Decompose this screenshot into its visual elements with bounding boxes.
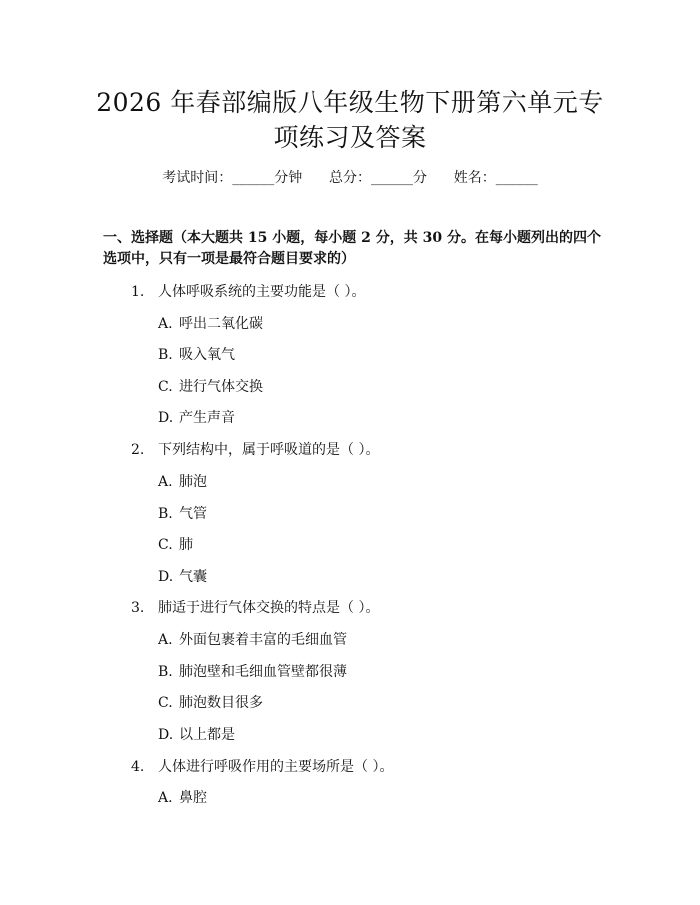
- question-2: [131, 440, 379, 460]
- option-letter: B.: [158, 664, 173, 680]
- question-3-option-a: [158, 630, 347, 650]
- question-3-option-b: [158, 662, 347, 682]
- question-number: 2.: [131, 442, 145, 458]
- option-letter: C.: [158, 379, 173, 395]
- option-text: 气囊: [179, 569, 207, 585]
- question-number: 4.: [131, 759, 145, 775]
- question-1-option-a: [158, 314, 263, 334]
- option-letter: D.: [158, 569, 174, 585]
- section-heading: 一、选择题（本大题共 15 小题，每小题 2 分，共 30 分。在每小题列出的四个选项中，只有一项是最符合题目要求的）: [103, 230, 601, 267]
- question-number: 3.: [131, 600, 145, 616]
- question-2-option-d: [158, 567, 207, 587]
- document-title-line-2: 项练习及答案: [273, 123, 427, 152]
- option-letter: A.: [158, 632, 173, 648]
- option-text: 以上都是: [179, 727, 235, 743]
- question-1-option-d: [158, 408, 235, 428]
- question-1: [131, 282, 365, 302]
- option-text: 肺泡数目很多: [179, 695, 263, 711]
- question-3: [131, 598, 379, 618]
- option-text: 气管: [179, 506, 207, 522]
- question-4-option-a: [158, 788, 207, 808]
- question-1-option-b: [158, 345, 235, 365]
- option-letter: A.: [158, 474, 173, 490]
- question-text: 肺适于进行气体交换的特点是（ ）。: [158, 600, 380, 616]
- option-text: 外面包裹着丰富的毛细血管: [179, 632, 347, 648]
- option-text: 鼻腔: [179, 790, 207, 806]
- option-text: 肺泡: [179, 474, 207, 490]
- option-letter: A.: [158, 790, 173, 806]
- question-3-option-d: [158, 725, 235, 745]
- option-text: 进行气体交换: [179, 379, 263, 395]
- question-number: 1.: [131, 284, 145, 300]
- option-text: 呼出二氧化碳: [179, 316, 263, 332]
- option-letter: B.: [158, 506, 173, 522]
- question-2-option-a: [158, 472, 207, 492]
- option-letter: C.: [158, 695, 173, 711]
- option-letter: A.: [158, 316, 173, 332]
- option-letter: C.: [158, 537, 173, 553]
- option-letter: D.: [158, 410, 174, 426]
- question-3-option-c: [158, 693, 263, 713]
- document-title-line-1: 2026 年春部编版八年级生物下册第六单元专: [96, 88, 604, 117]
- question-text: 人体进行呼吸作用的主要场所是（ ）。: [158, 759, 394, 775]
- option-text: 吸入氧气: [179, 347, 235, 363]
- option-letter: B.: [158, 347, 173, 363]
- option-letter: D.: [158, 727, 174, 743]
- question-2-option-c: [158, 535, 193, 555]
- option-text: 肺泡壁和毛细血管壁都很薄: [179, 664, 347, 680]
- question-text: 人体呼吸系统的主要功能是（ ）。: [158, 284, 366, 300]
- option-text: 肺: [179, 537, 193, 553]
- question-4: [131, 757, 393, 777]
- question-1-option-c: [158, 377, 263, 397]
- option-text: 产生声音: [179, 410, 235, 426]
- question-text: 下列结构中，属于呼吸道的是（ ）。: [158, 442, 380, 458]
- exam-info-line: 考试时间：______分钟 总分：______分 姓名：______: [162, 170, 538, 186]
- question-2-option-b: [158, 504, 207, 524]
